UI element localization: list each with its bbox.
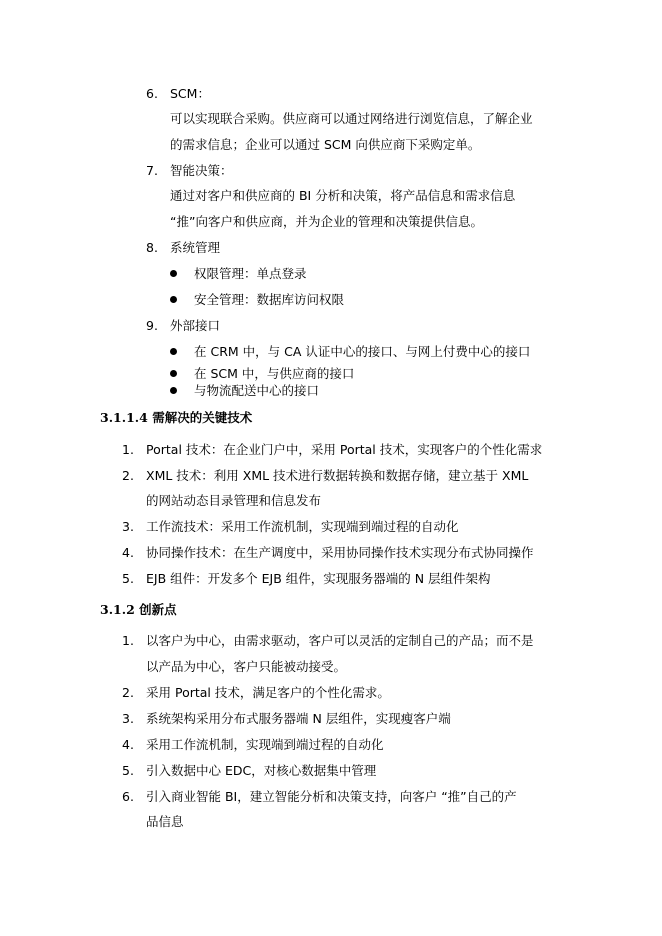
item-number: 6. <box>146 86 158 101</box>
item-text: 的网站动态目录管理和信息发布 <box>146 493 322 508</box>
bullet-icon <box>170 270 177 277</box>
item-text: 系统架构采用分布式服务器端 N 层组件，实现瘦客户端 <box>146 711 451 726</box>
item-text: 引入商业智能 BI，建立智能分析和决策支持，向客户 “推”自己的产 <box>146 789 517 804</box>
item-title: 智能决策： <box>170 163 233 178</box>
section-heading-innovation: 3.1.2 创新点 <box>100 602 177 617</box>
item-text: 引入数据中心 EDC，对核心数据集中管理 <box>146 763 377 778</box>
item-number: 2. <box>122 468 134 483</box>
bullet-text: 在 CRM 中，与 CA 认证中心的接口、与网上付费中心的接口 <box>194 344 531 359</box>
bullet-icon <box>170 387 177 394</box>
item-body-line: “推”向客户和供应商，并为企业的管理和决策提供信息。 <box>170 214 483 229</box>
item-number: 8. <box>146 240 158 255</box>
bullet-icon <box>170 296 177 303</box>
item-number: 2. <box>122 685 134 700</box>
bullet-text: 安全管理：数据库访问权限 <box>194 292 345 307</box>
bullet-text: 与物流配送中心的接口 <box>194 383 320 398</box>
item-number: 6. <box>122 789 134 804</box>
item-number: 5. <box>122 763 134 778</box>
bullet-icon <box>170 370 177 377</box>
bullet-icon <box>170 348 177 355</box>
bullet-text: 在 SCM 中，与供应商的接口 <box>194 366 355 381</box>
item-text: 工作流技术：采用工作流机制，实现端到端过程的自动化 <box>146 519 459 534</box>
item-text: Portal 技术：在企业门户中，采用 Portal 技术，实现客户的个性化需求 <box>146 442 543 457</box>
item-number: 4. <box>122 545 134 560</box>
item-number: 3. <box>122 711 134 726</box>
bullet-text: 权限管理：单点登录 <box>194 266 307 281</box>
item-text: 协同操作技术：在生产调度中，采用协同操作技术实现分布式协同操作 <box>146 545 534 560</box>
item-text: EJB 组件：开发多个 EJB 组件，实现服务器端的 N 层组件架构 <box>146 571 491 586</box>
item-number: 1. <box>122 442 134 457</box>
item-body-line: 可以实现联合采购。供应商可以通过网络进行浏览信息，了解企业 <box>170 111 533 126</box>
item-text: 以客户为中心，由需求驱动，客户可以灵活的定制自己的产品；而不是 <box>146 633 534 648</box>
item-text: 以产品为中心，客户只能被动接受。 <box>146 659 347 674</box>
item-number: 7. <box>146 163 158 178</box>
item-body-line: 的需求信息；企业可以通过 SCM 向供应商下采购定单。 <box>170 137 481 152</box>
item-text: XML 技术：利用 XML 技术进行数据转换和数据存储，建立基于 XML <box>146 468 529 483</box>
item-number: 3. <box>122 519 134 534</box>
item-number: 5. <box>122 571 134 586</box>
item-title: SCM： <box>170 86 210 101</box>
item-text: 采用 Portal 技术，满足客户的个性化需求。 <box>146 685 390 700</box>
item-number: 4. <box>122 737 134 752</box>
item-text: 采用工作流机制，实现端到端过程的自动化 <box>146 737 384 752</box>
item-body-line: 通过对客户和供应商的 BI 分析和决策，将产品信息和需求信息 <box>170 188 516 203</box>
item-number: 1. <box>122 633 134 648</box>
item-title: 系统管理 <box>170 240 221 255</box>
item-title: 外部接口 <box>170 318 221 333</box>
item-text: 品信息 <box>146 814 184 829</box>
item-number: 9. <box>146 318 158 333</box>
section-heading-key-tech: 3.1.1.4 需解决的关键技术 <box>100 410 253 425</box>
